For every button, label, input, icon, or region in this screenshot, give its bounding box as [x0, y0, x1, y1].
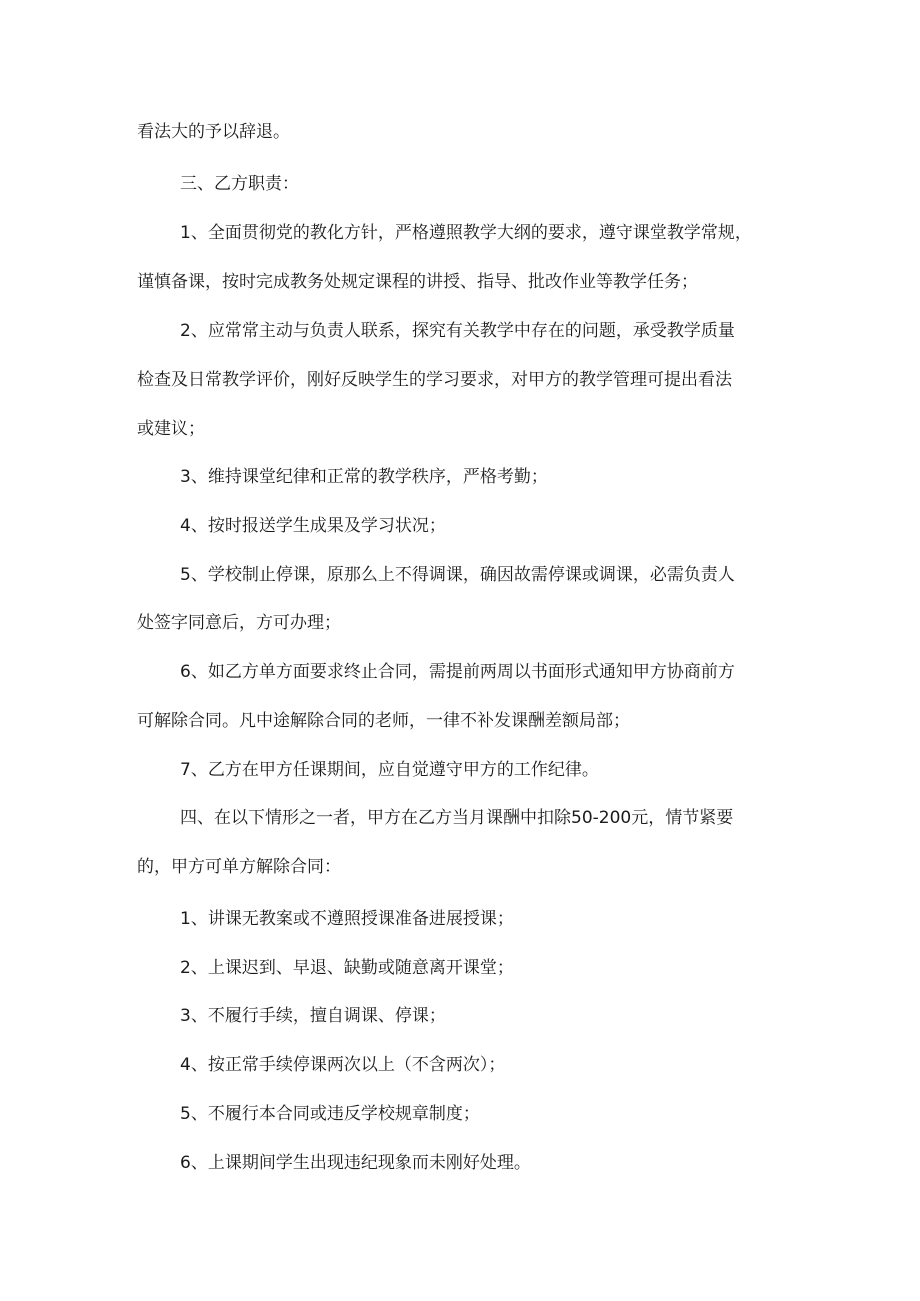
text-line: 谨慎备课，按时完成教务处规定课程的讲授、指导、批改作业等教学任务；: [137, 272, 698, 292]
text-line: 1、全面贯彻党的教化方针，严格遵照教学大纲的要求，遵守课堂教学常规，: [180, 223, 752, 243]
list-item: 5、不履行本合同或违反学校规章制度；: [180, 1104, 480, 1124]
list-item: 4、按正常手续停课两次以上（不含两次）；: [180, 1055, 506, 1075]
list-item: 3、不履行手续，擅自调课、停课；: [180, 1006, 446, 1026]
list-item: 1、讲课无教案或不遵照授课准备进展授课；: [180, 909, 514, 929]
text-line: 5、学校制止停课，原那么上不得调课，确因故需停课或调课，必需负责人: [180, 565, 735, 585]
text-line: 检查及日常教学评价，刚好反映学生的学习要求，对甲方的教学管理可提出看法: [137, 370, 732, 390]
text-line: 处签字同意后，方可办理；: [137, 613, 341, 633]
text-line: 7、乙方在甲方任课期间，应自觉遵守甲方的工作纪律。: [180, 760, 599, 780]
text-line: 的，甲方可单方解除合同：: [137, 857, 341, 877]
list-item: 6、上课期间学生出现违纪现象而未刚好处理。: [180, 1153, 531, 1173]
list-item: 2、上课迟到、早退、缺勤或随意离开课堂；: [180, 958, 514, 978]
text-line: 6、如乙方单方面要求终止合同，需提前两周以书面形式通知甲方协商前方: [180, 662, 735, 682]
text-line: 4、按时报送学生成果及学习状况；: [180, 516, 446, 536]
text-line: 3、维持课堂纪律和正常的教学秩序，严格考勤；: [180, 467, 548, 487]
text-line: 看法大的予以辞退。: [137, 122, 290, 142]
section-heading: 三、乙方职责：: [180, 174, 299, 194]
section-heading: 四、在以下情形之一者，甲方在乙方当月课酬中扣除50-200元，情节紧要: [180, 808, 734, 828]
text-line: 可解除合同。凡中途解除合同的老师，一律不补发课酬差额局部；: [137, 711, 630, 731]
text-line: 或建议；: [137, 419, 205, 439]
text-line: 2、应常常主动与负责人联系，探究有关教学中存在的问题，承受教学质量: [180, 321, 735, 341]
